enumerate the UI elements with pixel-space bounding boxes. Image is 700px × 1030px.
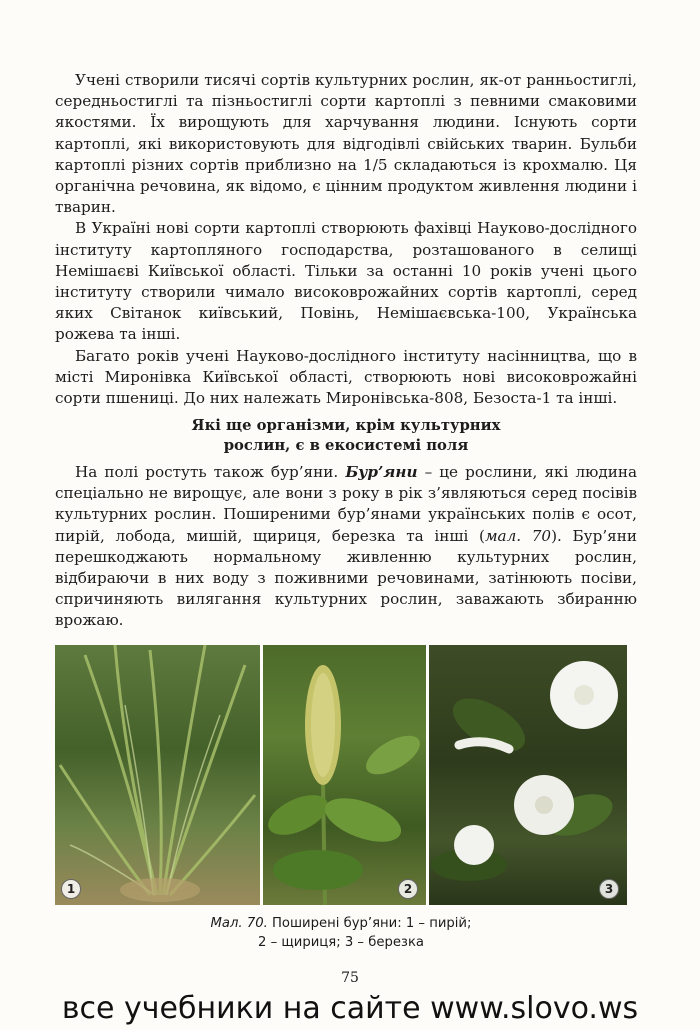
weeds-definition: – це рослини, які людина спеціально не вирощує, але вони з року в рік з’являються серед посівів культурних рослин. Поширеними бур’янами українських полів є осот, пирій, лобода, мишій, щириця, березка та інші ( xyxy=(55,463,638,545)
paragraph-potato-varieties: Учені створили тисячі сортів культурних рослин, як-от ранньостиглі, середньостиглі та пізньостиглі сорти картоплі з певними смаковими якостями. Їх вирощують для харчування людини. Існують сорти картоплі, які використовують для відгодівлі свійських тварин. Бульби картоплі різних сортів приблизно на 1/5 складаються із крохмалю. Ця органічна речовина, як відомо, є цінним продуктом живлення людини і тварин. xyxy=(55,71,637,217)
figure-reference: мал. 70 xyxy=(484,526,552,545)
amaranth-photo xyxy=(263,645,426,905)
figure-caption xyxy=(55,914,627,952)
paragraph-wheat-institute: Багато років учені Науково-дослідного інституту насінництва, що в місті Миронівка Київської області, створюють нові високоврожайні сорти пшениці. До них належать Миронівська-808, Безоста-1 та інші. xyxy=(55,346,637,408)
page-number: 75 xyxy=(341,970,359,986)
section-heading-line1: Які ще організми, крім культурних xyxy=(191,417,501,434)
couch-grass-photo xyxy=(55,645,260,905)
weeds-term: Бур’яни xyxy=(345,463,418,481)
bindweed-photo xyxy=(429,645,627,905)
weeds-harm: ). Бур’яни перешкоджають нормальному живленню культурних рослин, відбираючи в них воду з поживними речовинами, затінюють посіви, спричиняють вилягання культурних рослин, заважають збиранню врожаю. xyxy=(55,526,637,630)
paragraph-weeds xyxy=(55,462,637,632)
weeds-intro: На полі ростуть також бур’яни. xyxy=(75,463,346,481)
grass-blades-icon xyxy=(55,645,260,905)
weeds-text xyxy=(55,462,637,632)
photo-number-2: 2 xyxy=(398,879,418,899)
section-heading-line2: рослин, є в екосистемі поля xyxy=(223,437,469,454)
intro-text xyxy=(55,70,637,409)
amaranth-plant-icon xyxy=(263,645,426,905)
site-banner: все учебники на сайте www.slovo.ws xyxy=(61,991,639,1026)
photo-number-3: 3 xyxy=(599,879,619,899)
caption-label: Мал. 70. xyxy=(210,916,268,931)
section-heading xyxy=(55,416,637,456)
paragraph-potato-institute: В Україні нові сорти картоплі створюють фахівці Науково-дослідного інституту картопляного господарства, розташованого в селищі Немішаєві Київської області. Тільки за останні 10 років учені цього інституту створили чимало високоврожайних сортів картоплі, серед яких Світанок київський, Повінь, Немішаєвська-100, Українська рожева та інші. xyxy=(55,219,637,344)
caption-line2: 2 – щириця; 3 – березка xyxy=(257,935,424,950)
weeds-figure xyxy=(55,645,627,905)
caption-line1: Поширені бур’яни: 1 – пирій; xyxy=(267,916,472,931)
bindweed-flower-icon xyxy=(429,645,627,905)
photo-number-1: 1 xyxy=(61,879,81,899)
